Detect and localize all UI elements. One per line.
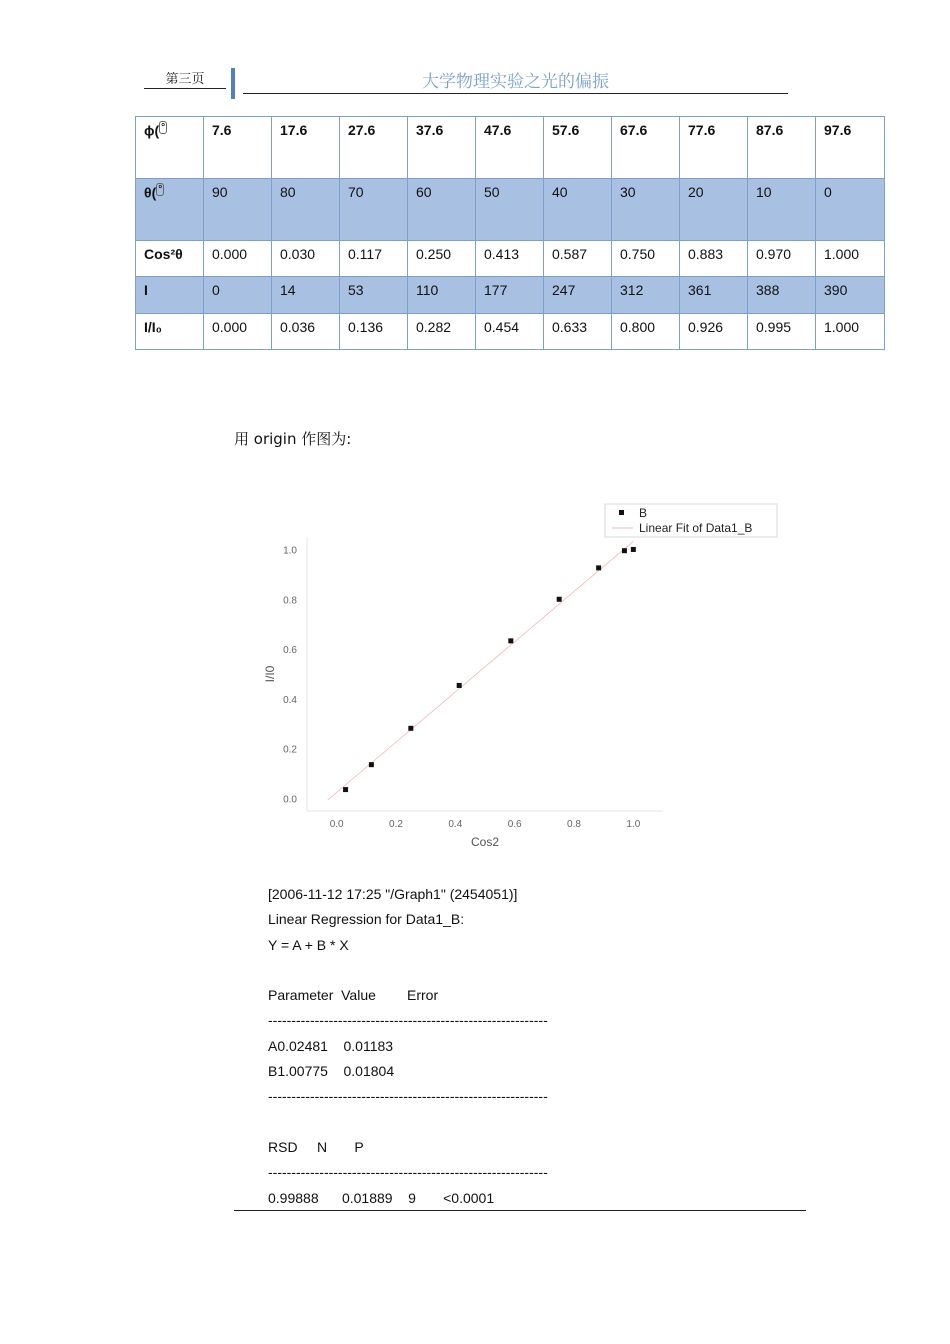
table-cell: 110 [408, 277, 476, 314]
table-cell: 87.6 [748, 117, 816, 179]
table-cell: 1.000 [816, 314, 885, 350]
table-cell: 60 [408, 179, 476, 241]
row-label: I/I₀ [136, 314, 204, 350]
table-cell: 37.6 [408, 117, 476, 179]
bottom-rule [234, 1210, 806, 1211]
report-line: ------------------------------------------------------------ [268, 1012, 548, 1029]
table-cell: 7.6 [204, 117, 272, 179]
table-cell: 70 [340, 179, 408, 241]
x-axis-label: Cos2 [470, 835, 500, 849]
table-cell: 0.250 [408, 241, 476, 277]
table-cell: 0.970 [748, 241, 816, 277]
table-cell: 0.633 [544, 314, 612, 350]
report-line: Parameter Value Error [268, 987, 439, 1004]
table-cell: 0.136 [340, 314, 408, 350]
table-cell: 80 [272, 179, 340, 241]
report-line [268, 1110, 548, 1135]
table-cell: 312 [612, 277, 680, 314]
table-row [136, 241, 885, 277]
page-number: 第三页 [144, 70, 226, 89]
table-cell: 53 [340, 277, 408, 314]
table-cell: 40 [544, 179, 612, 241]
table-cell: 20 [680, 179, 748, 241]
scatter-chart [250, 495, 790, 855]
report-line: [2006-11-12 17:25 "/Graph1" (2454051)] [268, 886, 518, 902]
report-line: Y = A + B * X [268, 936, 349, 953]
report-line: Linear Regression for Data1_B: [268, 911, 465, 928]
report-line: A0.02481 0.01183 [268, 1037, 394, 1054]
table-cell: 1.000 [816, 241, 885, 277]
table-cell: 0.030 [272, 241, 340, 277]
y-axis-label: I/I0 [263, 665, 277, 683]
table-cell: 10 [748, 179, 816, 241]
table-cell: 0.883 [680, 241, 748, 277]
table-row [136, 314, 885, 350]
report-line: ------------------------------------------------------------ [268, 1164, 548, 1181]
y-tick-label: 0.6 [283, 645, 297, 657]
row-label: θ( ° [136, 179, 204, 241]
data-point [343, 787, 348, 792]
table-cell: 30 [612, 179, 680, 241]
x-tick-label: 0.8 [567, 819, 581, 830]
table-cell: 0.000 [204, 314, 272, 350]
legend-marker-b [619, 510, 624, 515]
y-tick-label: 0.0 [283, 794, 297, 806]
row-label: Cos²θ [136, 241, 204, 277]
table-cell: 0.282 [408, 314, 476, 350]
table-cell: 177 [476, 277, 544, 314]
fit-line [328, 541, 634, 800]
table-cell: 0 [204, 277, 272, 314]
table-cell: 0.413 [476, 241, 544, 277]
table-cell: 14 [272, 277, 340, 314]
x-tick-label: 0.4 [448, 819, 463, 830]
data-point [557, 597, 562, 602]
report-line: B1.00775 0.01804 [268, 1063, 395, 1080]
data-point [408, 726, 413, 731]
regression-report [268, 882, 548, 1211]
table-cell: 27.6 [340, 117, 408, 179]
table-cell: 67.6 [612, 117, 680, 179]
report-line: ------------------------------------------------------------ [268, 1088, 548, 1105]
data-point [369, 762, 374, 767]
table-cell: 50 [476, 179, 544, 241]
report-line: 0.99888 0.01889 9 <0.0001 [268, 1189, 495, 1206]
y-tick-label: 0.4 [283, 694, 297, 706]
table-cell: 0 [816, 179, 885, 241]
legend-label-b: B [639, 506, 648, 520]
y-tick-label: 1.0 [283, 545, 297, 557]
report-line: RSD N P [268, 1138, 364, 1155]
table-cell: 390 [816, 277, 885, 314]
row-label: ϕ( ° [136, 117, 204, 179]
y-tick-label: 0.8 [283, 595, 297, 607]
data-table [135, 116, 885, 350]
y-tick-label: 0.2 [283, 744, 297, 756]
data-point [508, 638, 513, 643]
header-accent-bar [231, 68, 235, 99]
table-cell: 0.117 [340, 241, 408, 277]
x-tick-label: 0.6 [507, 819, 522, 830]
page-header-title: 大学物理实验之光的偏振 [243, 70, 788, 94]
table-cell: 247 [544, 277, 612, 314]
data-point [596, 565, 601, 570]
table-cell: 17.6 [272, 117, 340, 179]
table-cell: 0.800 [612, 314, 680, 350]
table-cell: 0.926 [680, 314, 748, 350]
table-row [136, 117, 885, 179]
report-line [268, 958, 548, 983]
data-point [622, 548, 627, 553]
table-cell: 47.6 [476, 117, 544, 179]
table-cell: 0.000 [204, 241, 272, 277]
table-cell: 97.6 [816, 117, 885, 179]
table-cell: 0.587 [544, 241, 612, 277]
table-cell: 57.6 [544, 117, 612, 179]
table-cell: 388 [748, 277, 816, 314]
table-cell: 0.750 [612, 241, 680, 277]
x-tick-label: 0.0 [329, 819, 344, 830]
table-row [136, 179, 885, 241]
data-point [631, 547, 636, 552]
x-tick-label: 1.0 [626, 819, 641, 830]
table-cell: 90 [204, 179, 272, 241]
legend-label-fit: Linear Fit of Data1_B [639, 521, 753, 535]
table-cell: 0.995 [748, 314, 816, 350]
row-label: I [136, 277, 204, 314]
table-row [136, 277, 885, 314]
intro-text: 用 origin 作图为: [234, 430, 352, 448]
x-tick-label: 0.2 [389, 819, 403, 830]
table-cell: 361 [680, 277, 748, 314]
table-cell: 0.036 [272, 314, 340, 350]
table-cell: 77.6 [680, 117, 748, 179]
table-cell: 0.454 [476, 314, 544, 350]
data-point [457, 683, 462, 688]
